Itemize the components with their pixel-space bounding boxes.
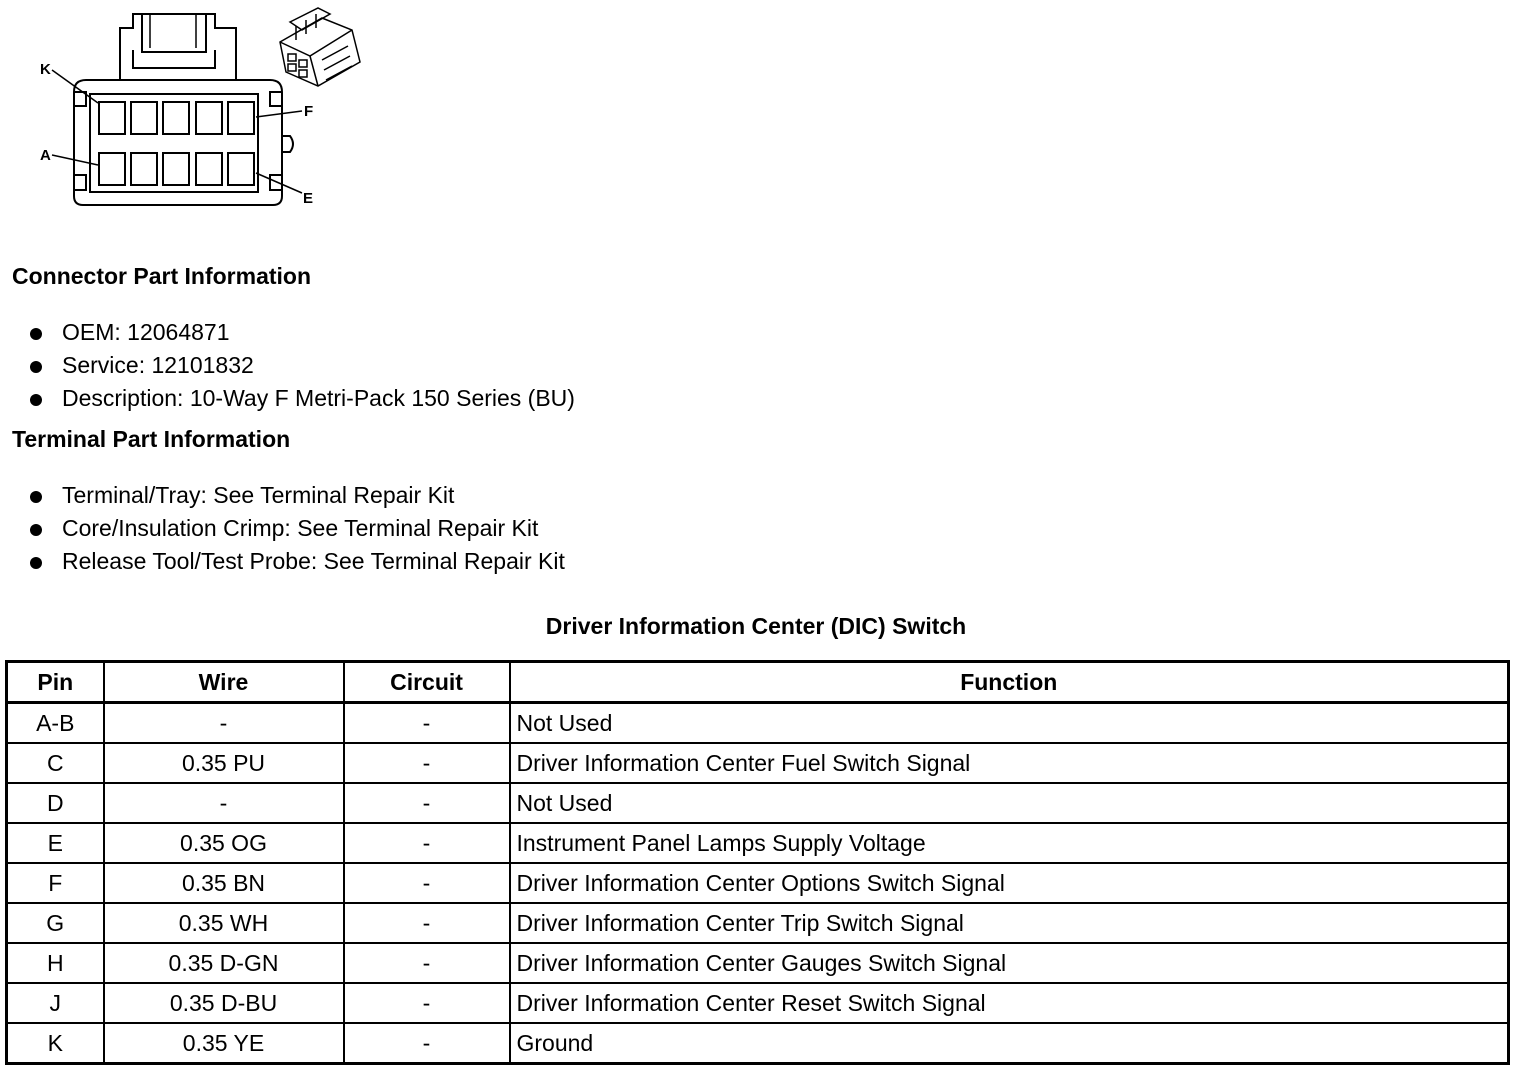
- cell-wire: 0.35 D-BU: [104, 983, 344, 1023]
- cell-function: Driver Information Center Trip Switch Signal: [510, 903, 1509, 943]
- table-row: [7, 863, 1509, 903]
- header-circuit: Circuit: [344, 662, 510, 703]
- cell-circuit: -: [344, 943, 510, 983]
- cell-wire: 0.35 OG: [104, 823, 344, 863]
- cell-function: Not Used: [510, 703, 1509, 744]
- terminal-part-list: [26, 479, 565, 578]
- cell-circuit: -: [344, 903, 510, 943]
- cell-pin: G: [7, 903, 104, 943]
- table-row: [7, 823, 1509, 863]
- list-item: Description: 10-Way F Metri-Pack 150 Series (BU): [26, 382, 575, 415]
- cell-pin: F: [7, 863, 104, 903]
- pin-label-e: E: [303, 190, 314, 207]
- table-title: Driver Information Center (DIC) Switch: [545, 613, 967, 639]
- cell-pin: E: [7, 823, 104, 863]
- cell-circuit: -: [344, 823, 510, 863]
- header-pin: Pin: [7, 662, 104, 703]
- cell-function: Driver Information Center Options Switch Signal: [510, 863, 1509, 903]
- cell-circuit: -: [344, 983, 510, 1023]
- cell-function: Driver Information Center Fuel Switch Signal: [510, 743, 1509, 783]
- cell-wire: 0.35 YE: [104, 1023, 344, 1064]
- connector-thumbnail: [280, 8, 360, 86]
- terminal-part-heading: Terminal Part Information: [12, 426, 291, 452]
- pinout-table: [5, 660, 1510, 1065]
- table-row: [7, 903, 1509, 943]
- list-item: Service: 12101832: [26, 349, 575, 382]
- cell-pin: A-B: [7, 703, 104, 744]
- cell-pin: K: [7, 1023, 104, 1064]
- cell-pin: J: [7, 983, 104, 1023]
- cell-function: Driver Information Center Gauges Switch Signal: [510, 943, 1509, 983]
- table-row: [7, 783, 1509, 823]
- cell-circuit: -: [344, 1023, 510, 1064]
- cell-function: Driver Information Center Reset Switch Signal: [510, 983, 1509, 1023]
- cell-circuit: -: [344, 783, 510, 823]
- header-wire: Wire: [104, 662, 344, 703]
- cell-pin: H: [7, 943, 104, 983]
- connector-part-list: [26, 316, 575, 415]
- table-row: [7, 743, 1509, 783]
- cell-function: Not Used: [510, 783, 1509, 823]
- table-row: [7, 983, 1509, 1023]
- cell-wire: 0.35 BN: [104, 863, 344, 903]
- list-item: Release Tool/Test Probe: See Terminal Repair Kit: [26, 545, 565, 578]
- list-item: OEM: 12064871: [26, 316, 575, 349]
- header-function: Function: [510, 662, 1509, 703]
- cell-wire: 0.35 D-GN: [104, 943, 344, 983]
- table-row: [7, 703, 1509, 744]
- cell-function: Instrument Panel Lamps Supply Voltage: [510, 823, 1509, 863]
- cell-circuit: -: [344, 863, 510, 903]
- pin-label-k: K: [40, 61, 51, 78]
- table-header-row: [7, 662, 1509, 703]
- cell-wire: -: [104, 783, 344, 823]
- cell-wire: 0.35 WH: [104, 903, 344, 943]
- list-item: Core/Insulation Crimp: See Terminal Repair Kit: [26, 512, 565, 545]
- pin-label-f: F: [304, 103, 314, 120]
- cell-wire: 0.35 PU: [104, 743, 344, 783]
- connector-part-heading: Connector Part Information: [12, 263, 312, 289]
- cell-circuit: -: [344, 743, 510, 783]
- cell-wire: -: [104, 703, 344, 744]
- table-row: [7, 943, 1509, 983]
- cell-pin: C: [7, 743, 104, 783]
- connector-diagram: [0, 0, 380, 225]
- list-item: Terminal/Tray: See Terminal Repair Kit: [26, 479, 565, 512]
- pin-label-a: A: [40, 147, 51, 164]
- cell-pin: D: [7, 783, 104, 823]
- table-row: [7, 1023, 1509, 1064]
- cell-function: Ground: [510, 1023, 1509, 1064]
- cell-circuit: -: [344, 703, 510, 744]
